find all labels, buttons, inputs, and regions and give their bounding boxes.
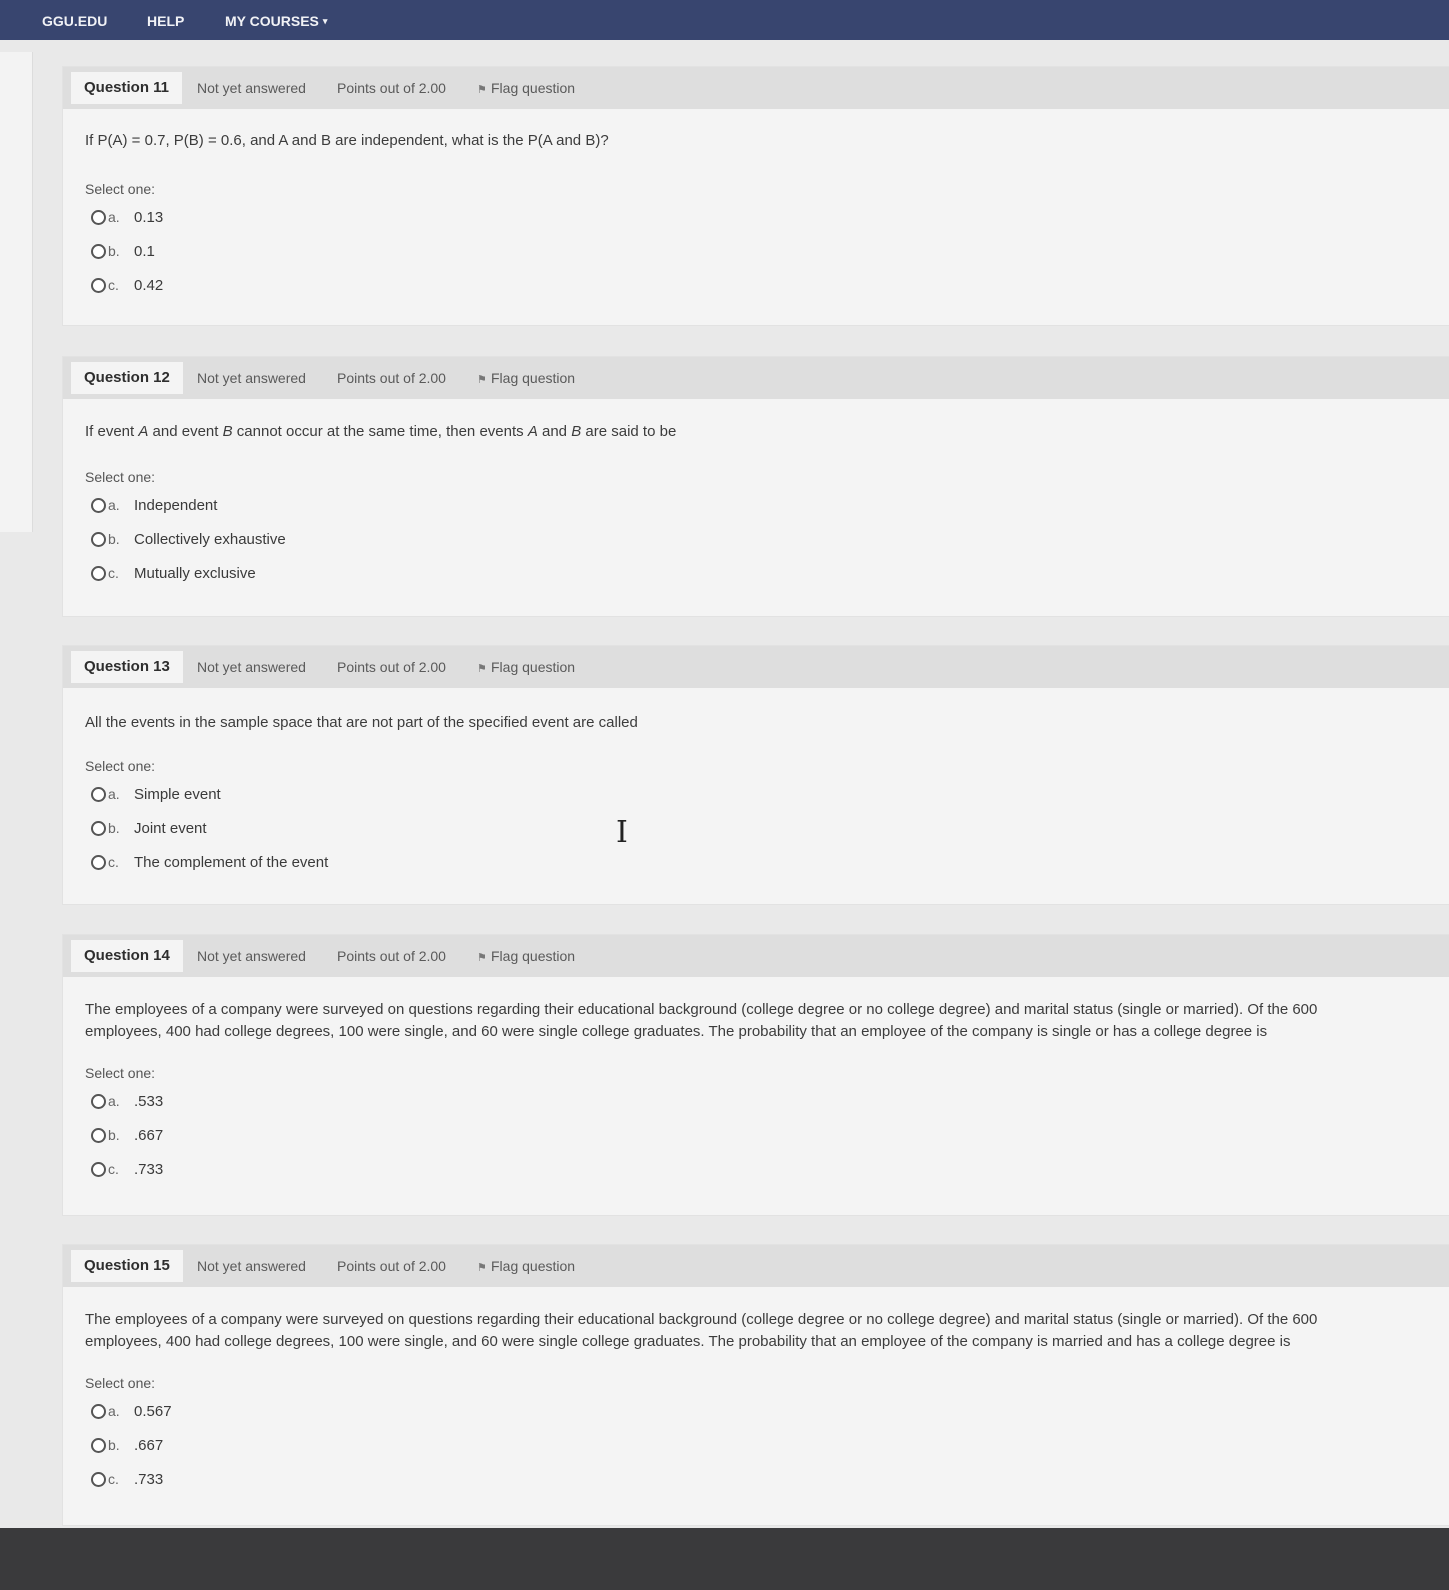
question-grade: Points out of 2.00	[337, 659, 446, 675]
nav-my-courses-label: MY COURSES	[225, 13, 319, 29]
question-text-part: cannot occur at the same time, then events	[232, 423, 528, 440]
question-state: Not yet answered	[197, 1258, 306, 1274]
question-text: The employees of a company were surveyed on questions regarding their educational background (college degree or no college degree) and marital status (single or married). Of the 600 employees, 400 had college degrees, 100 were single, and 60 were single college graduates. The probability that an employee of the company is single or has a college degree is	[85, 1001, 1318, 1040]
option-label: 0.42	[134, 276, 164, 294]
question-text	[85, 421, 1385, 443]
option-letter: c.	[108, 1471, 119, 1487]
radio-button[interactable]	[91, 244, 106, 259]
select-one-label: Select one:	[85, 181, 156, 197]
answer-list	[91, 200, 163, 302]
question-state: Not yet answered	[197, 370, 306, 386]
flag-question-label: Flag question	[491, 659, 576, 675]
flag-question-label: Flag question	[491, 948, 576, 964]
answer-option[interactable]	[91, 1152, 163, 1186]
question-grade: Points out of 2.00	[337, 948, 446, 964]
select-one-label: Select one:	[85, 469, 156, 485]
radio-button[interactable]	[91, 855, 106, 870]
question-header	[63, 1245, 1449, 1287]
flag-question-link[interactable]	[477, 659, 575, 675]
answer-option[interactable]	[91, 1118, 163, 1152]
radio-button[interactable]	[91, 210, 106, 225]
question-15	[62, 1244, 1449, 1526]
radio-button[interactable]	[91, 1472, 106, 1487]
question-header	[63, 935, 1449, 977]
question-11	[62, 66, 1449, 326]
radio-button[interactable]	[91, 1404, 106, 1419]
question-number: Question 12	[71, 362, 183, 394]
question-13	[62, 645, 1449, 905]
option-label: Joint event	[134, 819, 207, 837]
question-text-part: and event	[148, 423, 223, 440]
option-letter: b.	[108, 1127, 120, 1143]
option-label: The complement of the event	[134, 853, 329, 871]
answer-list	[91, 1084, 163, 1186]
question-state: Not yet answered	[197, 80, 306, 96]
question-grade: Points out of 2.00	[337, 370, 446, 386]
option-letter: b.	[108, 820, 120, 836]
option-letter: c.	[108, 854, 119, 870]
nav-help-link[interactable]: HELP	[147, 13, 185, 29]
flag-question-link[interactable]	[477, 80, 575, 96]
flag-icon: ⚑	[477, 84, 487, 96]
answer-option[interactable]	[91, 1428, 172, 1462]
question-text-part: are said to be	[581, 423, 677, 440]
flag-question-label: Flag question	[491, 1258, 576, 1274]
select-one-label: Select one:	[85, 1375, 156, 1391]
answer-option[interactable]	[91, 268, 163, 302]
question-text-part: If event	[85, 423, 139, 440]
nav-home-link[interactable]: GGU.EDU	[42, 13, 108, 29]
option-label: Simple event	[134, 785, 221, 803]
option-letter: b.	[108, 243, 120, 259]
option-letter: b.	[108, 1437, 120, 1453]
option-letter: b.	[108, 531, 120, 547]
question-number: Question 15	[71, 1250, 183, 1282]
option-label: .533	[134, 1092, 164, 1110]
radio-button[interactable]	[91, 1128, 106, 1143]
option-label: Independent	[134, 496, 218, 514]
flag-question-label: Flag question	[491, 80, 576, 96]
flag-question-link[interactable]	[477, 948, 575, 964]
chevron-down-icon: ▾	[322, 16, 328, 26]
answer-list	[91, 1394, 172, 1496]
answer-option[interactable]	[91, 845, 328, 879]
flag-icon: ⚑	[477, 663, 487, 675]
question-14	[62, 934, 1449, 1216]
flag-icon: ⚑	[477, 1262, 487, 1274]
answer-option[interactable]	[91, 556, 286, 590]
option-letter: a.	[108, 1093, 120, 1109]
option-label: .733	[134, 1160, 164, 1178]
option-label: .733	[134, 1470, 164, 1488]
answer-option[interactable]	[91, 1084, 163, 1118]
flag-question-label: Flag question	[491, 370, 576, 386]
question-text: The employees of a company were surveyed on questions regarding their educational background (college degree or no college degree) and marital status (single or married). Of the 600 employees, 400 had college degrees, 100 were single, and 60 were single college graduates. The probability that an employee of the company is married and has a college degree is	[85, 1311, 1318, 1350]
answer-option[interactable]	[91, 811, 328, 845]
option-letter: a.	[108, 1403, 120, 1419]
question-grade: Points out of 2.00	[337, 80, 446, 96]
radio-button[interactable]	[91, 532, 106, 547]
question-text: All the events in the sample space that are not part of the specified event are called	[85, 714, 638, 731]
question-state: Not yet answered	[197, 948, 306, 964]
radio-button[interactable]	[91, 1162, 106, 1177]
radio-button[interactable]	[91, 821, 106, 836]
option-label: .667	[134, 1436, 164, 1454]
text-cursor-icon: I	[616, 815, 628, 850]
radio-button[interactable]	[91, 1094, 106, 1109]
answer-option[interactable]	[91, 1394, 172, 1428]
answer-option[interactable]	[91, 1462, 172, 1496]
radio-button[interactable]	[91, 566, 106, 581]
answer-option[interactable]	[91, 200, 163, 234]
option-letter: a.	[108, 497, 120, 513]
question-grade: Points out of 2.00	[337, 1258, 446, 1274]
option-label: 0.13	[134, 208, 164, 226]
radio-button[interactable]	[91, 498, 106, 513]
flag-question-link[interactable]	[477, 1258, 575, 1274]
question-header	[63, 67, 1449, 109]
flag-icon: ⚑	[477, 374, 487, 386]
answer-option[interactable]	[91, 488, 286, 522]
question-text-var: A	[527, 423, 538, 440]
option-label: 0.1	[134, 242, 155, 260]
question-text-var: A	[138, 423, 149, 440]
question-number: Question 14	[71, 940, 183, 972]
option-label: .667	[134, 1126, 164, 1144]
question-header	[63, 646, 1449, 688]
option-label: 0.567	[134, 1402, 172, 1420]
question-text-part: and	[537, 423, 572, 440]
question-text: If P(A) = 0.7, P(B) = 0.6, and A and B are independent, what is the P(A and B)?	[85, 132, 609, 149]
answer-list	[91, 488, 286, 590]
question-header	[63, 357, 1449, 399]
question-12	[62, 356, 1449, 617]
answer-option[interactable]	[91, 522, 286, 556]
radio-button[interactable]	[91, 787, 106, 802]
option-label: Collectively exhaustive	[134, 530, 286, 548]
screen-bottom-bezel	[0, 1528, 1449, 1590]
option-letter: a.	[108, 209, 120, 225]
question-number: Question 13	[71, 651, 183, 683]
side-panel	[0, 52, 33, 532]
question-text-var: B	[222, 423, 233, 440]
answer-option[interactable]	[91, 234, 163, 268]
option-letter: c.	[108, 277, 119, 293]
radio-button[interactable]	[91, 278, 106, 293]
select-one-label: Select one:	[85, 758, 156, 774]
top-navbar	[0, 0, 1449, 40]
flag-question-link[interactable]	[477, 370, 575, 386]
question-state: Not yet answered	[197, 659, 306, 675]
option-label: Mutually exclusive	[134, 564, 256, 582]
radio-button[interactable]	[91, 1438, 106, 1453]
question-number: Question 11	[71, 72, 182, 104]
option-letter: c.	[108, 1161, 119, 1177]
option-letter: a.	[108, 786, 120, 802]
nav-my-courses-menu[interactable]	[225, 13, 327, 29]
answer-list	[91, 777, 328, 879]
question-text-var: B	[571, 423, 582, 440]
option-letter: c.	[108, 565, 119, 581]
flag-icon: ⚑	[477, 952, 487, 964]
answer-option[interactable]	[91, 777, 328, 811]
select-one-label: Select one:	[85, 1065, 156, 1081]
